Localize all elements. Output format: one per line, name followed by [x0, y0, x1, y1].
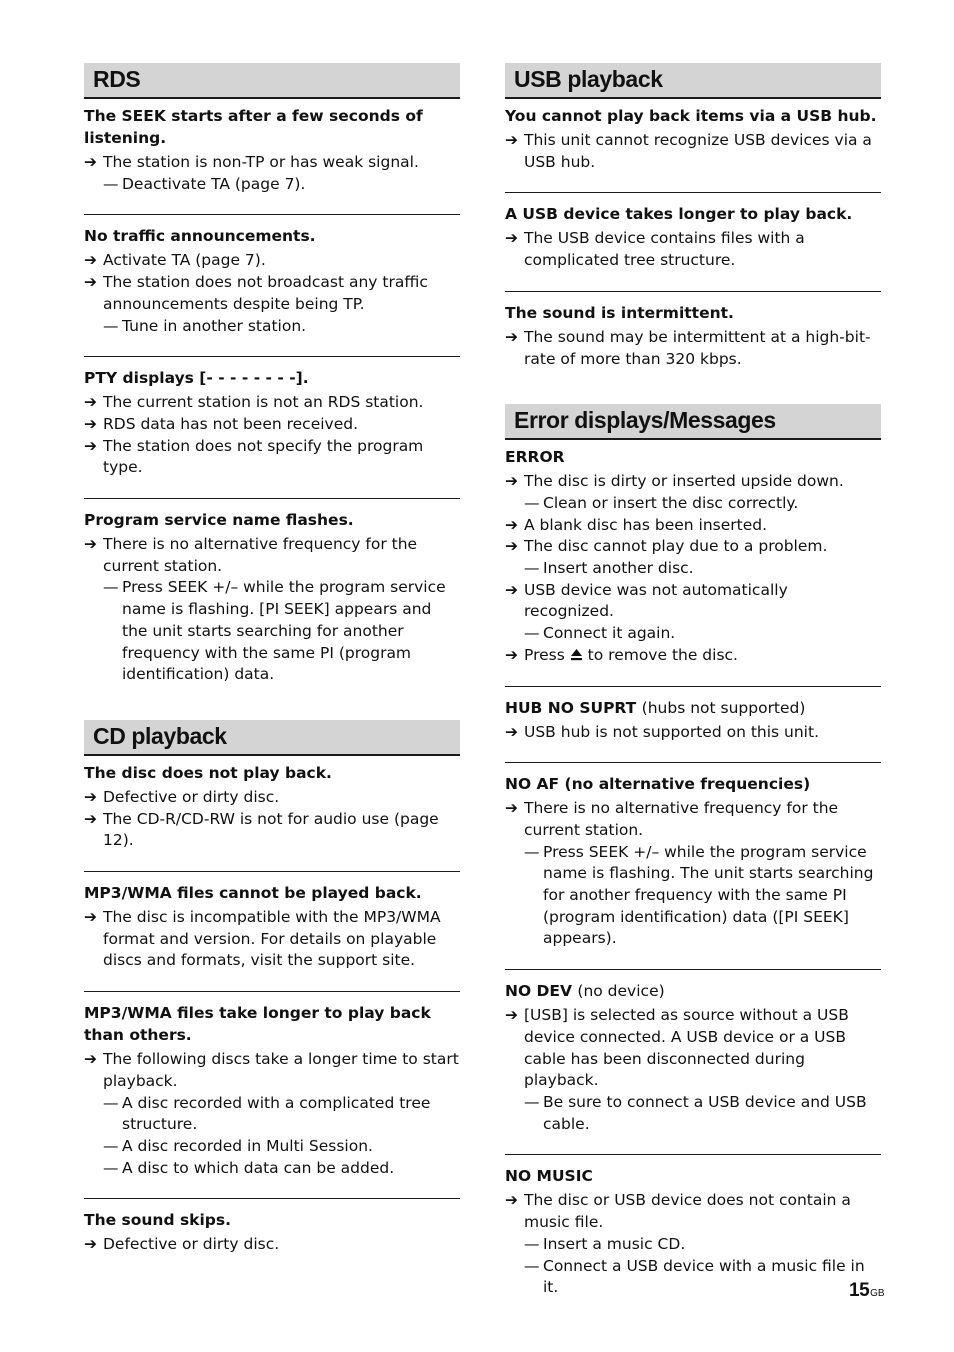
section-cd-playback: [84, 762, 460, 1266]
arrow-icon: ➔: [505, 537, 518, 556]
topic-title: NO MUSIC: [505, 1167, 593, 1186]
cause-text: The disc cannot play due to a problem.: [524, 537, 828, 556]
cause-text: Defective or dirty disc.: [103, 787, 280, 806]
section-error-displays: [505, 446, 881, 1309]
cause-line: [84, 392, 460, 414]
dash-bullet: —: [524, 1092, 540, 1111]
remedy-line: [505, 558, 881, 580]
cause-text-post: to remove the disc.: [587, 645, 738, 664]
page-number-value: 15: [849, 1280, 870, 1301]
cause-line: [84, 787, 460, 809]
arrow-icon: ➔: [84, 436, 97, 455]
remedy-text: Connect it again.: [543, 624, 676, 643]
arrow-icon: ➔: [505, 131, 518, 149]
cause-line: [505, 1005, 881, 1092]
cause-text: The disc is incompatible with the MP3/WMA format and version. For details on playable discs and formats, visit the support site.: [103, 908, 441, 970]
cause-text: USB device was not automatically recognized.: [524, 580, 788, 621]
section-rds: [84, 105, 460, 696]
remedy-text: Insert a music CD.: [543, 1234, 686, 1253]
arrow-icon: ➔: [505, 580, 518, 599]
cause-line: [84, 1049, 460, 1092]
arrow-icon: ➔: [84, 1050, 97, 1069]
cause-line: [84, 272, 460, 315]
cause-line: [84, 534, 460, 577]
cause-text: The station is non-TP or has weak signal.: [103, 153, 419, 171]
topic-title: You cannot play back items via a USB hub.: [505, 107, 877, 125]
cause-text: The station does not specify the program type.: [103, 436, 424, 477]
remedy-text: Clean or insert the disc correctly.: [543, 493, 799, 512]
topic: [84, 105, 460, 205]
topic-title: The sound is intermittent.: [505, 303, 734, 322]
cause-text: The CD-R/CD-RW is not for audio use (page 12).: [103, 809, 439, 850]
cause-line: [84, 436, 460, 479]
section-heading-error-displays: Error displays/Messages: [505, 404, 881, 440]
cause-text: A blank disc has been inserted.: [524, 515, 768, 534]
topic: [84, 762, 460, 862]
message-code: NO DEV: [505, 982, 572, 1001]
arrow-icon: ➔: [505, 722, 518, 741]
dash-bullet: —: [524, 842, 540, 861]
topic-title: [505, 697, 881, 719]
arrow-icon: ➔: [84, 393, 97, 412]
topic: [505, 192, 881, 281]
remedy-text: Insert another disc.: [543, 559, 694, 578]
arrow-icon: ➔: [84, 414, 97, 433]
topic: [84, 214, 460, 347]
cause-text: The station does not broadcast any traffic announcements despite being TP.: [103, 273, 428, 313]
remedy-line: [505, 623, 881, 645]
cause-line: [505, 130, 881, 173]
page-number-suffix: GB: [870, 1288, 885, 1299]
cause-line: [84, 250, 460, 272]
cause-text: The disc is dirty or inserted upside down.: [524, 472, 844, 491]
left-column: [84, 63, 460, 1266]
topic-title: The sound skips.: [84, 1211, 232, 1230]
cause-line: [505, 536, 881, 558]
arrow-icon: ➔: [84, 1235, 97, 1254]
dash-bullet: —: [524, 493, 540, 512]
remedy-text: Deactivate TA (page 7).: [122, 174, 306, 193]
dash-bullet: —: [103, 1136, 119, 1155]
arrow-icon: ➔: [505, 472, 518, 491]
cause-line: [505, 1190, 881, 1233]
arrow-icon: ➔: [505, 327, 518, 346]
topic-title: MP3/WMA files take longer to play back than others.: [84, 1004, 431, 1045]
cause-line: [84, 907, 460, 972]
topic: [505, 291, 881, 380]
topic: [84, 1198, 460, 1266]
topic-title: NO AF (no alternative frequencies): [505, 775, 811, 794]
cause-line: [505, 327, 881, 370]
topic-title: No traffic announcements.: [84, 227, 316, 246]
dash-bullet: —: [524, 1256, 540, 1275]
cause-text: The following discs take a longer time to start playback.: [103, 1050, 459, 1090]
cause-text: USB hub is not supported on this unit.: [524, 722, 819, 741]
arrow-icon: ➔: [84, 809, 97, 828]
dash-bullet: —: [103, 1158, 119, 1177]
remedy-text: Press SEEK +/– while the program service name is flashing. [PI SEEK] appears and the unit starts searching for another frequency with the same PI (program identification) data.: [122, 578, 446, 684]
remedy-line: [84, 1093, 460, 1136]
section-heading-usb-playback: USB playback: [505, 63, 881, 99]
topic: [84, 356, 460, 489]
topic-title: PTY displays [- - - - - - - -].: [84, 369, 309, 388]
topic: [505, 762, 881, 960]
arrow-icon: ➔: [505, 645, 518, 664]
arrow-icon: ➔: [84, 153, 97, 171]
cause-line: [505, 515, 881, 537]
topic-title: [505, 980, 881, 1002]
topic-title: The SEEK starts after a few seconds of listening.: [84, 107, 423, 147]
dash-bullet: —: [524, 1234, 540, 1253]
message-meaning: (no device): [577, 982, 665, 1001]
section-heading-cd-playback: CD playback: [84, 720, 460, 756]
remedy-line: [505, 1256, 881, 1299]
remedy-line: [505, 1092, 881, 1135]
cause-line: [84, 414, 460, 436]
dash-bullet: —: [524, 559, 540, 578]
remedy-text: Connect a USB device with a music file in it.: [543, 1256, 865, 1297]
topic: [505, 686, 881, 754]
topic: [84, 498, 460, 696]
remedy-text: A disc recorded in Multi Session.: [122, 1136, 373, 1155]
dash-bullet: —: [103, 316, 119, 335]
remedy-text: A disc to which data can be added.: [122, 1158, 395, 1177]
remedy-line: [505, 493, 881, 515]
dash-bullet: —: [103, 1093, 119, 1112]
topic-title: MP3/WMA files cannot be played back.: [84, 884, 422, 903]
topic: [505, 446, 881, 676]
eject-icon: [570, 648, 583, 661]
cause-line: [505, 471, 881, 493]
remedy-text: Tune in another station.: [122, 316, 307, 335]
topic: [505, 969, 881, 1145]
cause-text: There is no alternative frequency for the current station.: [524, 799, 839, 839]
arrow-icon: ➔: [505, 1191, 518, 1210]
cause-text: The sound may be intermittent at a high-bit-rate of more than 320 kbps.: [524, 327, 871, 368]
dash-bullet: —: [524, 624, 540, 643]
cause-text: The current station is not an RDS station.: [103, 393, 424, 412]
cause-text: The disc or USB device does not contain a music file.: [524, 1191, 851, 1232]
topic-title: ERROR: [505, 448, 565, 467]
remedy-line: [505, 842, 881, 951]
remedy-line: [84, 1158, 460, 1180]
arrow-icon: ➔: [84, 908, 97, 927]
topic-title: A USB device takes longer to play back.: [505, 205, 853, 224]
section-heading-rds: RDS: [84, 63, 460, 99]
cause-line: [84, 809, 460, 852]
remedy-text: A disc recorded with a complicated tree structure.: [122, 1093, 431, 1134]
arrow-icon: ➔: [84, 787, 97, 806]
section-usb-playback: [505, 105, 881, 380]
remedy-text: Be sure to connect a USB device and USB cable.: [543, 1092, 867, 1133]
arrow-icon: ➔: [505, 229, 518, 248]
topic: [84, 991, 460, 1189]
cause-line: [505, 722, 881, 744]
cause-line: [505, 645, 881, 667]
topic-title: Program service name flashes.: [84, 511, 354, 530]
cause-text: [USB] is selected as source without a USB device connected. A USB device or a USB cable has been disconnected during playback.: [524, 1006, 849, 1090]
page-number: [849, 1280, 885, 1302]
remedy-line: [505, 1234, 881, 1256]
remedy-line: [84, 1136, 460, 1158]
right-column: [505, 63, 881, 1309]
message-code: HUB NO SUPRT: [505, 698, 637, 717]
cause-text: Defective or dirty disc.: [103, 1235, 280, 1254]
cause-text: RDS data has not been received.: [103, 414, 359, 433]
dash-bullet: —: [103, 578, 119, 597]
topic-title: The disc does not play back.: [84, 763, 332, 782]
cause-line: [505, 580, 881, 623]
arrow-icon: ➔: [84, 273, 97, 292]
topic: [505, 1154, 881, 1309]
arrow-icon: ➔: [84, 535, 97, 554]
cause-text: There is no alternative frequency for the current station.: [103, 535, 418, 575]
arrow-icon: ➔: [505, 515, 518, 534]
cause-line: [505, 228, 881, 271]
cause-text: The USB device contains files with a complicated tree structure.: [524, 229, 805, 270]
cause-line: [505, 798, 881, 841]
remedy-text: Press SEEK +/– while the program service name is flashing. The unit starts searching for another frequency with the same PI (program identification) data ([PI SEEK] appears).: [543, 842, 874, 948]
dash-bullet: —: [103, 174, 119, 193]
arrow-icon: ➔: [505, 799, 518, 818]
cause-line: [84, 152, 460, 174]
remedy-line: [84, 577, 460, 686]
remedy-line: [84, 316, 460, 338]
topic: [505, 105, 881, 183]
cause-text-pre: Press: [524, 645, 565, 664]
cause-text: Activate TA (page 7).: [103, 251, 266, 270]
cause-text: This unit cannot recognize USB devices via a USB hub.: [524, 131, 872, 171]
cause-line: [84, 1234, 460, 1256]
arrow-icon: ➔: [505, 1006, 518, 1025]
arrow-icon: ➔: [84, 251, 97, 270]
message-meaning: (hubs not supported): [641, 698, 806, 717]
topic: [84, 871, 460, 982]
remedy-line: [84, 174, 460, 196]
